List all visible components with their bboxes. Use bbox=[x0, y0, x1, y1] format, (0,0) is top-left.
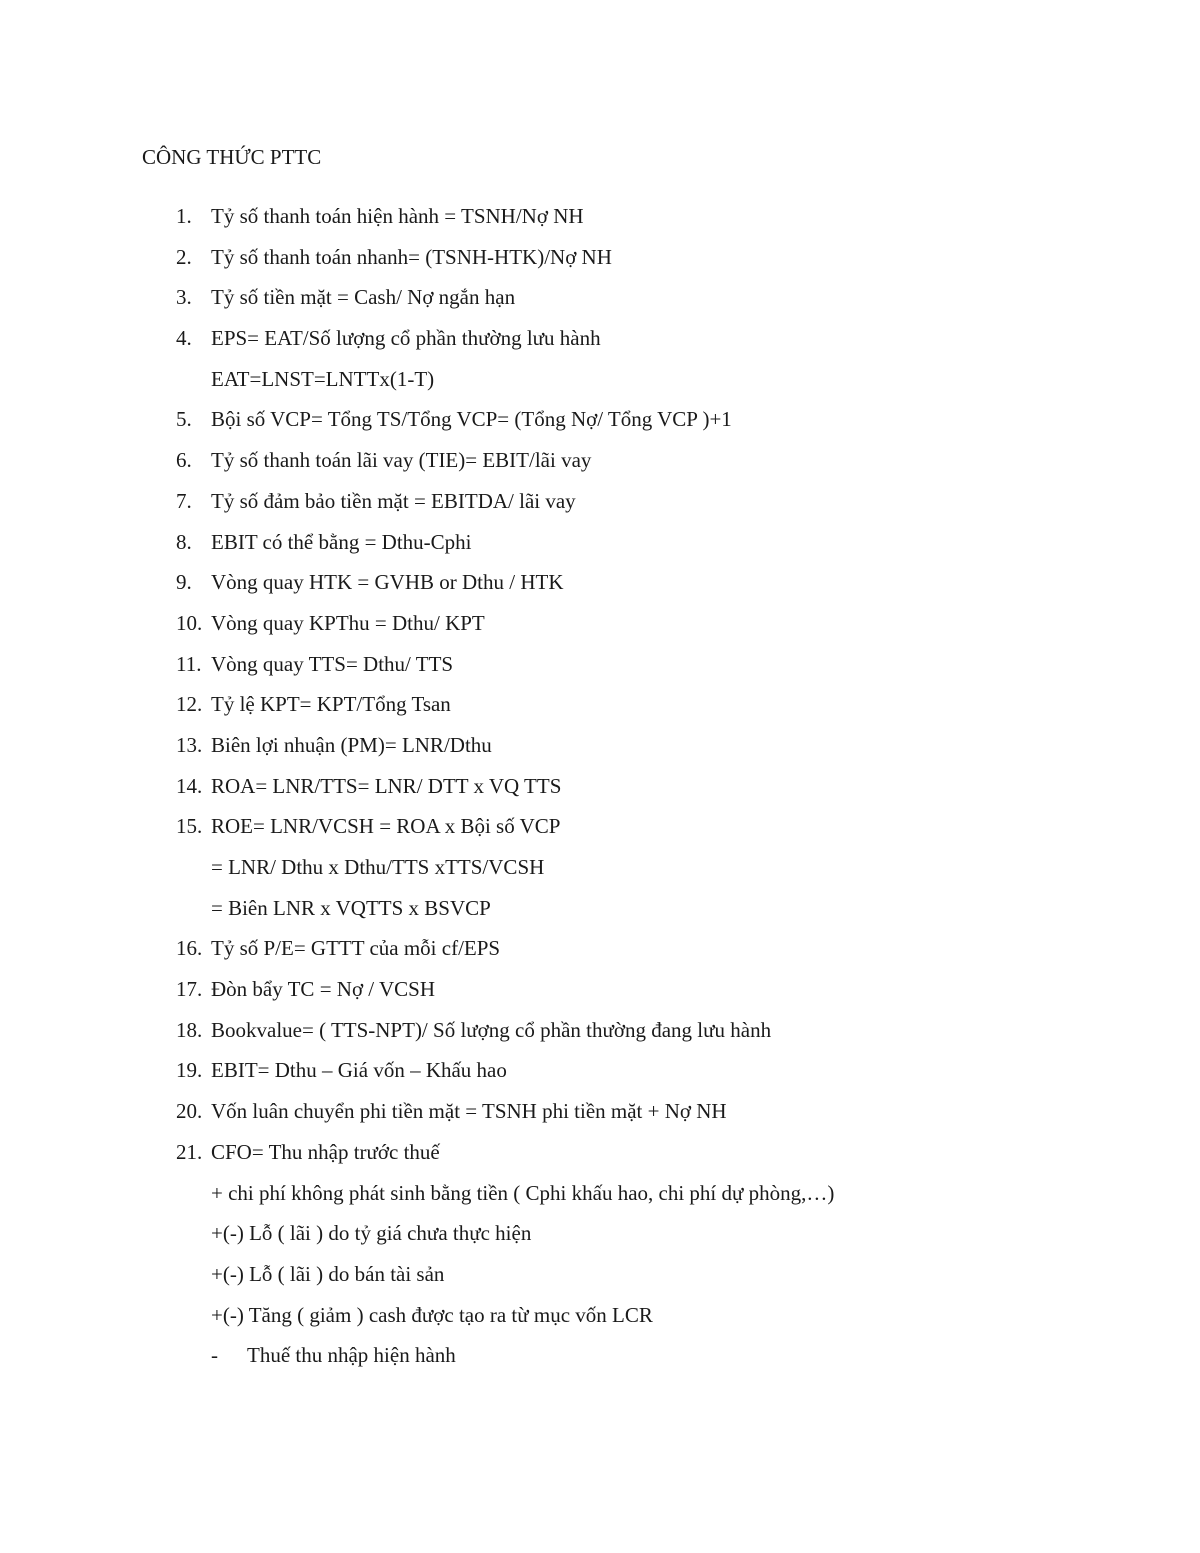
list-item bbox=[0, 609, 1200, 650]
item-number: 21. bbox=[176, 1139, 203, 1164]
item-text: + chi phí không phát sinh bằng tiền ( Cphi khấu hao, chi phí dự phòng,…) bbox=[211, 1180, 835, 1205]
item-text: Tỷ số P/E= GTTT của mỗi cf/EPS bbox=[211, 936, 501, 961]
list-item-continuation bbox=[0, 1301, 1200, 1342]
item-text: Tỷ lệ KPT= KPT/Tổng Tsan bbox=[211, 692, 451, 717]
list-item bbox=[0, 528, 1200, 569]
item-text: CFO= Thu nhập trước thuế bbox=[211, 1139, 440, 1164]
list-item bbox=[0, 283, 1200, 324]
item-text: Tỷ số tiền mặt = Cash/ Nợ ngắn hạn bbox=[211, 285, 516, 310]
item-text: ROE= LNR/VCSH = ROA x Bội số VCP bbox=[211, 814, 561, 839]
item-text: Bội số VCP= Tổng TS/Tổng VCP= (Tổng Nợ/ Tổng VCP )+1 bbox=[211, 407, 732, 432]
item-number: 14. bbox=[176, 773, 203, 798]
item-text: EPS= EAT/Số lượng cổ phần thường lưu hành bbox=[211, 326, 601, 351]
list-item-continuation bbox=[0, 1219, 1200, 1260]
list-item bbox=[0, 1097, 1200, 1138]
list-item bbox=[0, 690, 1200, 731]
item-number: 20. bbox=[176, 1099, 203, 1124]
item-text: EBIT= Dthu – Giá vốn – Khấu hao bbox=[211, 1058, 507, 1083]
item-number: 2. bbox=[176, 244, 192, 269]
list-item bbox=[0, 934, 1200, 975]
list-item-continuation bbox=[0, 894, 1200, 935]
item-number: 17. bbox=[176, 977, 203, 1002]
item-number: 15. bbox=[176, 814, 203, 839]
item-text: Vốn luân chuyển phi tiền mặt = TSNH phi tiền mặt + Nợ NH bbox=[211, 1099, 727, 1124]
dash-marker: - bbox=[211, 1343, 218, 1368]
item-number: 5. bbox=[176, 407, 192, 432]
item-number: 9. bbox=[176, 570, 192, 595]
list-item bbox=[0, 202, 1200, 243]
item-text: Tỷ số thanh toán nhanh= (TSNH-HTK)/Nợ NH bbox=[211, 244, 612, 269]
list-item bbox=[0, 650, 1200, 691]
list-item bbox=[0, 568, 1200, 609]
list-item bbox=[0, 812, 1200, 853]
item-number: 3. bbox=[176, 285, 192, 310]
list-item-continuation bbox=[0, 853, 1200, 894]
list-item-continuation bbox=[0, 1179, 1200, 1220]
item-number: 7. bbox=[176, 488, 192, 513]
item-text: Tỷ số thanh toán hiện hành = TSNH/Nợ NH bbox=[211, 204, 584, 228]
list-item bbox=[0, 487, 1200, 528]
list-item bbox=[0, 731, 1200, 772]
list-item bbox=[0, 324, 1200, 365]
item-number: 13. bbox=[176, 732, 203, 757]
item-text: EAT=LNST=LNTTx(1-T) bbox=[211, 366, 435, 391]
item-text: Tỷ số thanh toán lãi vay (TIE)= EBIT/lãi vay bbox=[211, 448, 592, 473]
item-text: Đòn bẩy TC = Nợ / VCSH bbox=[211, 977, 436, 1002]
list-item-continuation bbox=[0, 1260, 1200, 1301]
list-item bbox=[0, 1056, 1200, 1097]
item-text: +(-) Tăng ( giảm ) cash được tạo ra từ mục vốn LCR bbox=[211, 1302, 653, 1327]
list-item bbox=[0, 772, 1200, 813]
item-text: Bookvalue= ( TTS-NPT)/ Số lượng cổ phần thường đang lưu hành bbox=[211, 1017, 772, 1042]
item-text: Vòng quay TTS= Dthu/ TTS bbox=[211, 651, 454, 676]
item-text: +(-) Lỗ ( lãi ) do tỷ giá chưa thực hiện bbox=[211, 1221, 532, 1246]
dash-item bbox=[0, 1341, 1200, 1382]
item-number: 1. bbox=[176, 204, 192, 228]
item-text: = LNR/ Dthu x Dthu/TTS xTTS/VCSH bbox=[211, 855, 545, 879]
document-title: CÔNG THỨC PTTC bbox=[142, 145, 322, 169]
list-item bbox=[0, 1016, 1200, 1057]
list-item bbox=[0, 975, 1200, 1016]
item-text: ROA= LNR/TTS= LNR/ DTT x VQ TTS bbox=[211, 773, 562, 798]
formula-list bbox=[0, 202, 1200, 1382]
item-number: 11. bbox=[176, 651, 202, 676]
item-text: +(-) Lỗ ( lãi ) do bán tài sản bbox=[211, 1261, 445, 1286]
item-number: 19. bbox=[176, 1058, 203, 1083]
item-text: Vòng quay HTK = GVHB or Dthu / HTK bbox=[211, 570, 564, 595]
item-number: 10. bbox=[176, 610, 203, 635]
item-number: 18. bbox=[176, 1017, 203, 1042]
item-text: Biên lợi nhuận (PM)= LNR/Dthu bbox=[211, 732, 492, 757]
item-text: EBIT có thể bằng = Dthu-Cphi bbox=[211, 529, 472, 554]
list-item bbox=[0, 243, 1200, 284]
item-text: Tỷ số đảm bảo tiền mặt = EBITDA/ lãi vay bbox=[211, 488, 576, 513]
list-item bbox=[0, 446, 1200, 487]
item-number: 12. bbox=[176, 692, 203, 717]
list-item-continuation bbox=[0, 365, 1200, 406]
item-text: Thuế thu nhập hiện hành bbox=[247, 1343, 456, 1368]
item-text: = Biên LNR x VQTTS x BSVCP bbox=[211, 895, 491, 920]
item-number: 8. bbox=[176, 529, 192, 554]
list-item bbox=[0, 1138, 1200, 1179]
list-item bbox=[0, 405, 1200, 446]
item-text: Vòng quay KPThu = Dthu/ KPT bbox=[211, 610, 485, 635]
item-number: 16. bbox=[176, 936, 203, 961]
item-number: 6. bbox=[176, 448, 192, 473]
item-number: 4. bbox=[176, 326, 192, 351]
